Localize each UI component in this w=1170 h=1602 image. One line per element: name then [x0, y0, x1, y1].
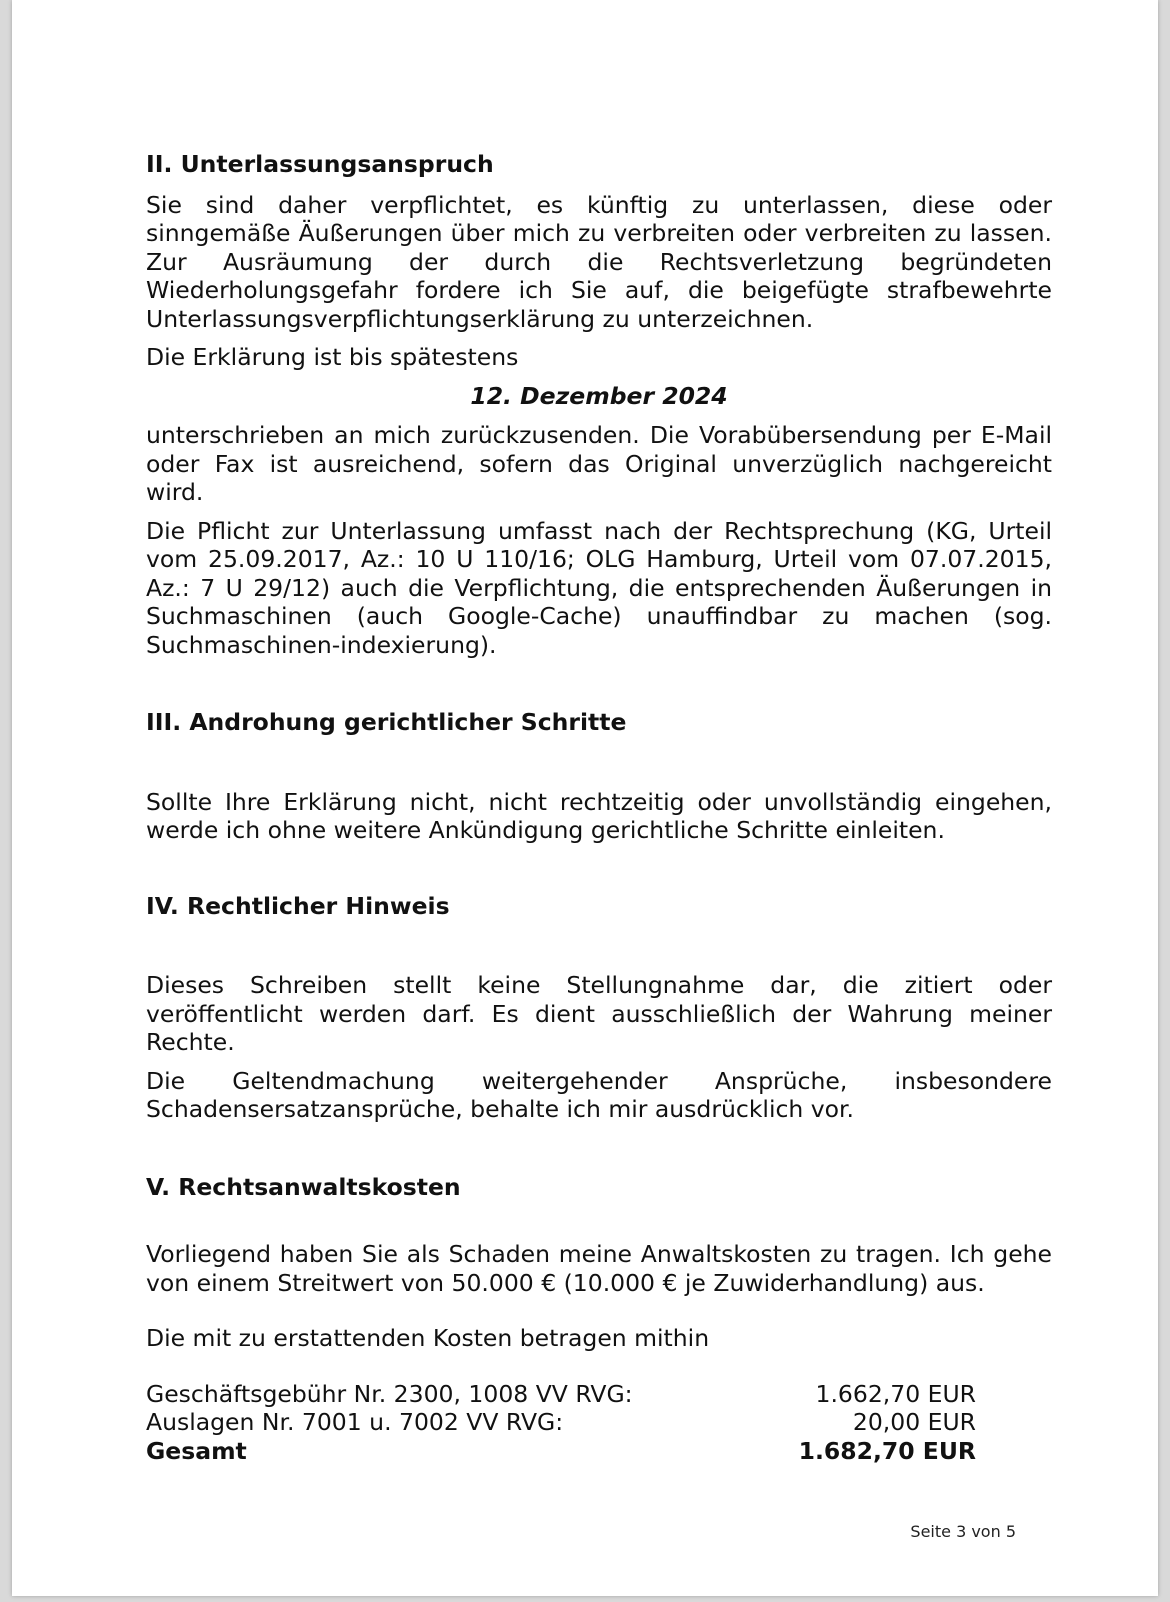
table-row	[146, 1408, 976, 1437]
section-heading-unterlassungsanspruch: II. Unterlassungsanspruch	[146, 150, 494, 178]
page-number: Seite 3 von 5	[910, 1522, 1016, 1541]
paragraph-no-statement: Dieses Schreiben stellt keine Stellungnahme dar, die zitiert oder veröffentlicht werden darf. Es dient ausschließlich der Wahrung meiner Rechte.	[146, 971, 1052, 1056]
paragraph-deadline-intro: Die Erklärung ist bis spätestens	[146, 343, 519, 371]
paragraph-legal-fees: Vorliegend haben Sie als Schaden meine Anwaltskosten zu tragen. Ich gehe von einem Streitwert von 50.000 € (10.000 € je Zuwiderhandlung) aus.	[146, 1240, 1052, 1297]
total-amount: 1.682,70 EUR	[798, 1436, 976, 1465]
section-heading-rechtsanwaltskosten: V. Rechtsanwaltskosten	[146, 1172, 461, 1201]
deadline-date: 12. Dezember 2024	[470, 381, 728, 410]
section-heading-androhung: III. Androhung gerichtlicher Schritte	[146, 708, 627, 736]
cost-amount: 20,00 EUR	[852, 1408, 976, 1436]
paragraph-case-law: Die Pflicht zur Unterlassung umfasst nach der Rechtsprechung (KG, Urteil vom 25.09.2017, Az.: 10 U 110/16; OLG Hamburg, Urteil vom 07.07.2015, Az.: 7 U 29/12) auch die Verpflichtung, die entsprechenden Äußerungen in Suchmaschinen (auch Google-Cache) unauffindbar zu machen (sog. Suchmaschinen-indexierung).	[146, 516, 1052, 659]
document-page	[12, 0, 1158, 1596]
cost-table	[146, 1380, 976, 1466]
paragraph-further-claims: Die Geltendmachung weitergehender Ansprüche, insbesondere Schadensersatzansprüche, behalte ich mir ausdrücklich vor.	[146, 1066, 1052, 1123]
section-heading-rechtlicher-hinweis: IV. Rechtlicher Hinweis	[146, 891, 450, 920]
total-row	[146, 1437, 976, 1466]
table-row	[146, 1380, 976, 1409]
paragraph-return-instructions: unterschrieben an mich zurückzusenden. Die Vorabübersendung per E-Mail oder Fax ist ausreichend, sofern das Original unverzüglich nachgereicht wird.	[146, 421, 1052, 506]
cost-amount: 1.662,70 EUR	[815, 1379, 976, 1408]
cost-label: Auslagen Nr. 7001 u. 7002 VV RVG:	[146, 1408, 564, 1436]
cost-label: Geschäftsgebühr Nr. 2300, 1008 VV RVG:	[146, 1379, 633, 1408]
paragraph-costs-intro: Die mit zu erstattenden Kosten betragen mithin	[146, 1324, 710, 1352]
page-content	[146, 150, 1052, 1465]
paragraph-court-action: Sollte Ihre Erklärung nicht, nicht rechtzeitig oder unvollständig eingehen, werde ich ohne weitere Ankündigung gerichtliche Schritte einleiten.	[146, 787, 1052, 844]
total-label: Gesamt	[146, 1436, 247, 1465]
paragraph-unterlassung-pflicht: Sie sind daher verpflichtet, es künftig zu unterlassen, diese oder sinngemäße Äußerungen über mich zu verbreiten oder verbreiten zu lassen. Zur Ausräumung der durch die Rechtsverletzung begründeten Wiederholungsgefahr fordere ich Sie auf, die beigefügte strafbewehrte Unterlassungsverpflichtungserklärung zu unterzeichnen.	[146, 190, 1052, 333]
